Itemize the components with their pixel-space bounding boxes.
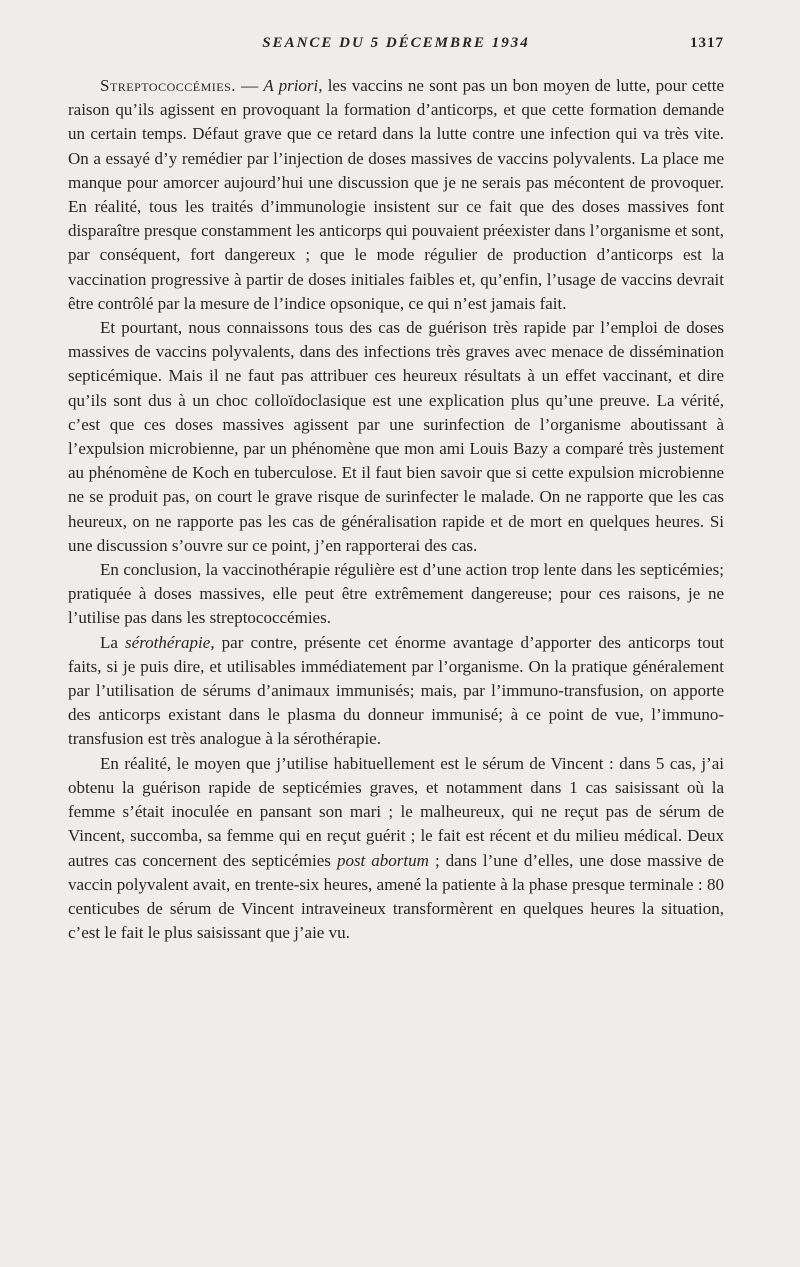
paragraph-conclusion	[68, 558, 724, 631]
paragraph-streptococcemies	[68, 74, 724, 316]
paragraph-text: En conclusion, la vaccinothérapie régulière est d’une action trop lente dans les septicémies; pratiquée à doses massives, elle peut être extrêmement dangereuse; pour ces raisons, je ne l’utilise pas dans les streptococcémies.	[68, 560, 724, 628]
article-body	[68, 74, 724, 945]
section-lead: Streptococcémies.	[100, 76, 236, 95]
paragraph-pourtant	[68, 316, 724, 558]
running-title: SEANCE DU 5 DÉCEMBRE 1934	[262, 35, 530, 51]
italic-phrase: A priori,	[263, 76, 323, 95]
page-header	[68, 35, 724, 57]
dash: —	[236, 76, 264, 95]
paragraph-serum-vincent	[68, 752, 724, 946]
paragraph-text: , par contre, présente cet énorme avantage d’apporter des anticorps tout faits, si je puis dire, et utilisables immédiatement par l’organisme. On la pratique généralement par l’utilisation de sérums d’animaux immunisés; mais, par l’immuno-transfusion, on apporte des anticorps existant dans le plasma du donneur immunisé; à ce point de vue, l’immuno-transfusion est très analogue à la sérothérapie.	[68, 632, 724, 749]
page-number: 1317	[690, 35, 724, 51]
paragraph-serotherapie	[68, 631, 724, 752]
italic-phrase: sérothérapie	[125, 632, 211, 652]
paragraph-text: En réalité, le moyen que j’utilise habituellement est le sérum de Vincent : dans 5 cas, j’ai obtenu la guérison rapide de septicémies graves, et notamment dans 1 cas saisissant où la femme s’était inoculée en pansant son mari ; le malheureux, qui ne reçut pas de sérum de Vincent, succomba, sa femme qui en reçut guérit ; le fait est récent et du milieu médical. Deux autres cas concernent des septicémies	[68, 753, 724, 870]
paragraph-text: Et pourtant, nous connaissons tous des cas de guérison très rapide par l’emploi de doses massives de vaccins polyvalents, dans des infections très graves avec menace de dissémination septicémique. Mais il ne faut pas attribuer ces heureux résultats à un effet vaccinant, et dire qu’ils sont dus à un choc colloïdoclasique est une explication plus qu’une preuve. La vérité, c’est que ces doses massives agissent par une surinfection de l’organisme aboutissant à l’expulsion microbienne, par un phénomène que mon ami Louis Bazy a comparé très justement au phénomène de Koch en tuberculose. Et il faut bien savoir que si cette expulsion microbienne ne se produit pas, on court le grave risque de surinfecter le malade. On ne rapporte que les cas heureux, on ne rapporte pas les cas de généralisation rapide et de mort en quelques heures. Si une discussion s’ouvre sur ce point, j’en rapporterai des cas.	[68, 318, 724, 555]
paragraph-text: La	[100, 632, 126, 652]
italic-phrase: post abortum	[336, 850, 429, 870]
paragraph-text: les vaccins ne sont pas un bon moyen de lutte, pour cette raison qu’ils agissent en provoquant la formation d’anticorps, et que cette formation demande un certain temps. Défaut grave que ce retard dans la lutte contre une infection qui va très vite. On a essayé d’y remédier par l’injection de doses massives de vaccins polyvalents. La place me manque pour amorcer aujourd’hui une discussion que je ne serais pas mécontent de provoquer. En réalité, tous les traités d’immunologie insistent sur ce fait que des doses massives font disparaître presque constamment les anticorps qui pouvaient préexister dans l’organisme et sont, par conséquent, fort dangereux ; que le mode régulier de production d’anticorps est la vaccination progressive à partir de doses initiales faibles et, qu’enfin, l’usage de vaccins devrait être contrôlé par la mesure de l’indice opsonique, ce qui n’est jamais fait.	[68, 76, 724, 313]
paragraph-text: ; dans l’une d’elles, une dose massive de vaccin polyvalent avait, en trente-six heures, amené la patiente à la phase presque terminale : 80 centicubes de sérum de Vincent intraveineux transformèrent en quelques heures la situation, c’est le fait le plus saisissant que j’aie vu.	[68, 850, 724, 943]
